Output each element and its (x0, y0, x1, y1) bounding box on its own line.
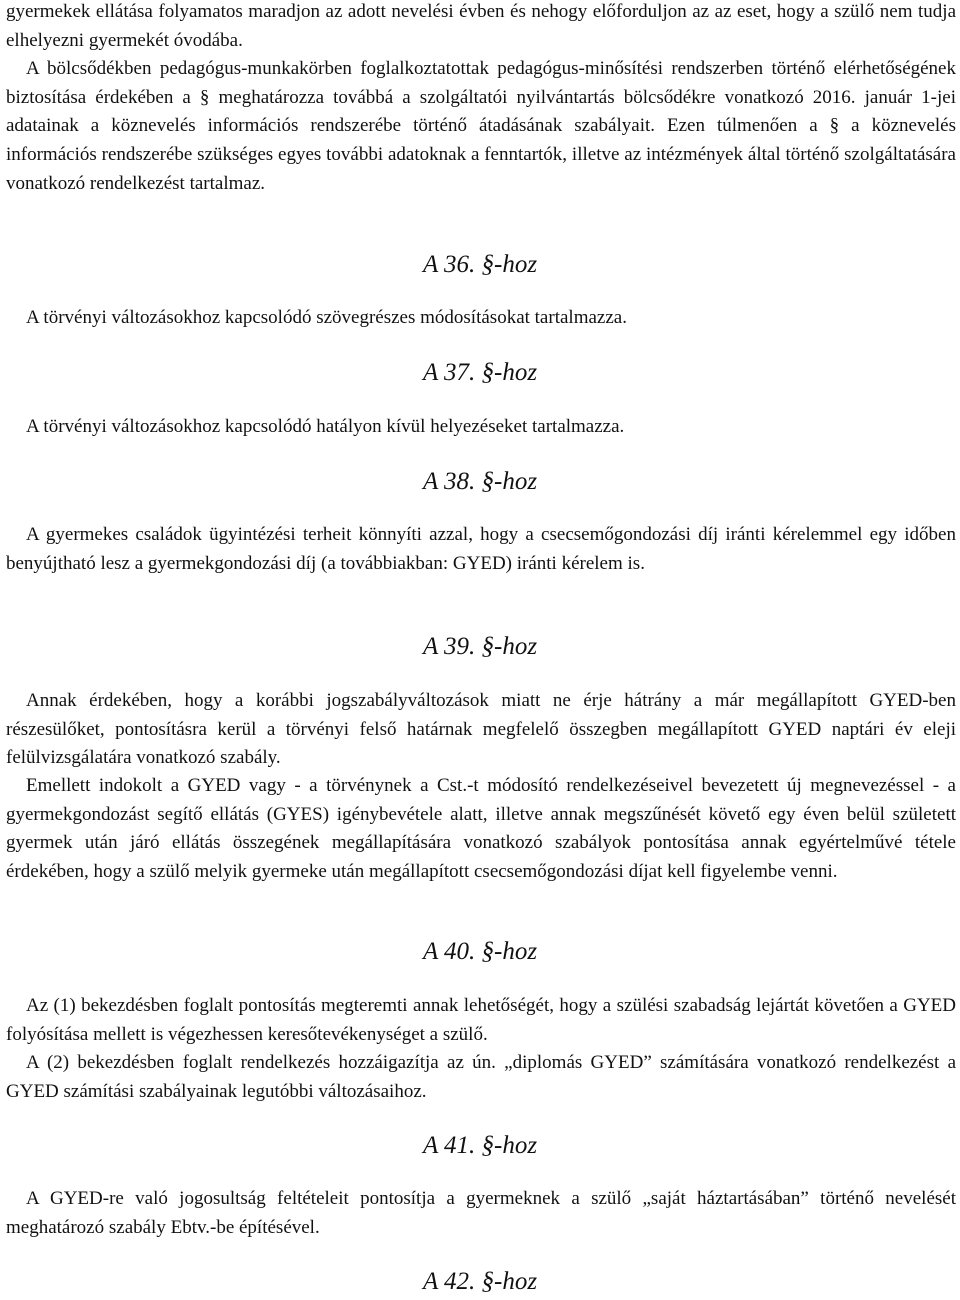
section-heading-39: A 39. §-hoz (422, 633, 538, 660)
section-heading-38: A 38. §-hoz (422, 468, 538, 495)
paragraph-section-40-second: A (2) bekezdésben foglalt rendelkezés hozzáigazítja az ún. „diplomás GYED” számítására vonatkozó rendelkezést a GYED számítási szabályainak legutóbbi változásaihoz. (6, 1052, 956, 1102)
section-heading-40: A 40. §-hoz (422, 938, 538, 965)
paragraph-nursery-teacher-qualification: A bölcsődékben pedagógus-munkakörben foglalkoztatottak pedagógus-minősítési rendszerben történő elérhetőségének biztosítása érdekében a § meghatározza továbbá a szolgáltatói nyilvántartás bölcsődékre vonatkozó 2016. január 1-jei adatainak a köznevelés információs rendszerébe történő átadásának szabályait. Ezen túlmenően a § a köznevelés információs rendszerébe szükséges egyes további adatoknak a fenntartók, illetve az intézmények által történő szolgáltatására vonatkozó rendelkezést tartalmaz. (6, 58, 956, 194)
paragraph-kindergarten-continuation: gyermekek ellátása folyamatos maradjon az adott nevelési évben és nehogy előforduljon az az eset, hogy a szülő nem tudja elhelyezni gyermekét óvodába. (6, 1, 956, 51)
paragraph-section-39-first: Annak érdekében, hogy a korábbi jogszabályváltozások miatt ne érje hátrány a már megállapított GYED-ben részesülőket, pontosításra kerül a törvényi felső határnak megfelelő összegben megállapított GYED naptári év eleji felülvizsgálatára vonatkozó szabály. (6, 690, 956, 769)
section-heading-36: A 36. §-hoz (422, 251, 538, 278)
paragraph-section-38: A gyermekes családok ügyintézési terheit könnyíti azzal, hogy a csecsemőgondozási díj iránti kérelemmel egy időben benyújtható lesz a gyermekgondozási díj (a továbbiakban: GYED) iránti kérelem is. (6, 524, 956, 574)
paragraph-section-41: A GYED-re való jogosultság feltételeit pontosítja a gyermeknek a szülő „saját háztartásában” történő nevelését meghatározó szabály Ebtv.-be építésével. (6, 1188, 956, 1238)
paragraph-section-36: A törvényi változásokhoz kapcsolódó szövegrészes módosításokat tartalmazza. (26, 307, 627, 328)
paragraph-section-39-second: Emellett indokolt a GYED vagy - a törvénynek a Cst.-t módosító rendelkezéseivel bevezetett új megnevezéssel - a gyermekgondozást segítő ellátás (GYES) igénybevétele alatt, illetve annak megszűnését követő egy éven belül született gyermek után járó ellátás összegének megállapítására vonatkozó szabályok pontosítása annak egyértelművé tétele érdekében, hogy a szülő melyik gyermeke után megállapított csecsemőgondozási díjat kell figyelembe venni. (6, 775, 956, 883)
section-heading-37: A 37. §-hoz (422, 359, 538, 386)
section-heading-41: A 41. §-hoz (422, 1132, 538, 1159)
paragraph-section-40-first: Az (1) bekezdésben foglalt pontosítás megteremti annak lehetőségét, hogy a szülési szabadság lejártát követően a GYED folyósítása mellett is végezhessen keresőtevékenységet a szülő. (6, 995, 956, 1045)
section-heading-42: A 42. §-hoz (422, 1268, 538, 1295)
paragraph-section-37: A törvényi változásokhoz kapcsolódó hatályon kívül helyezéseket tartalmazza. (26, 416, 625, 437)
